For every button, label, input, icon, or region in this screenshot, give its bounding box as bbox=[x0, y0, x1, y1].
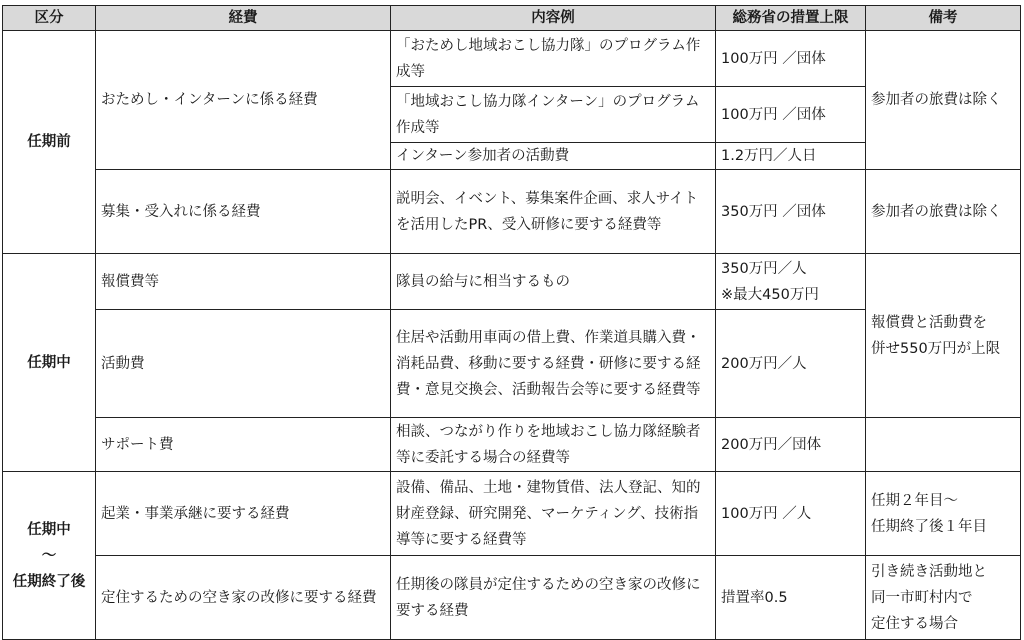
header-notes: 備考 bbox=[866, 6, 1021, 31]
example-cell: インターン参加者の活動費 bbox=[391, 143, 716, 170]
limit-cell: 200万円／人 bbox=[716, 310, 866, 418]
limit-cell: 100万円 ／人 bbox=[716, 472, 866, 556]
expense-cell: 定住するための空き家の改修に要する経費 bbox=[96, 556, 391, 640]
expense-table bbox=[2, 5, 1021, 640]
expense-cell: サポート費 bbox=[96, 418, 391, 472]
limit-cell: 350万円 ／団体 bbox=[716, 170, 866, 254]
limit-cell: 100万円 ／団体 bbox=[716, 87, 866, 143]
example-cell: 「地域おこし協力隊インターン」のプログラム作成等 bbox=[391, 87, 716, 143]
note-cell: 報償費と活動費を 併せ550万円が上限 bbox=[866, 254, 1021, 418]
expense-cell: 募集・受入れに係る経費 bbox=[96, 170, 391, 254]
note-cell: 参加者の旅費は除く bbox=[866, 31, 1021, 170]
note-cell: 引き続き活動地と 同一市町村内で 定住する場合 bbox=[866, 556, 1021, 640]
limit-cell: 200万円／団体 bbox=[716, 418, 866, 472]
header-examples: 内容例 bbox=[391, 6, 716, 31]
expense-cell: 起業・事業承継に要する経費 bbox=[96, 472, 391, 556]
example-cell: 設備、備品、土地・建物賃借、法人登記、知的財産登録、研究開発、マーケティング、技術指導等に要する経費等 bbox=[391, 472, 716, 556]
example-cell: 相談、つながり作りを地域おこし協力隊経験者等に委託する場合の経費等 bbox=[391, 418, 716, 472]
category-during: 任期中 bbox=[3, 254, 96, 472]
table-row bbox=[3, 31, 1021, 87]
example-cell: 任期後の隊員が定住するための空き家の改修に要する経費 bbox=[391, 556, 716, 640]
limit-cell: 100万円 ／団体 bbox=[716, 31, 866, 87]
table-row bbox=[3, 418, 1021, 472]
example-cell: 住居や活動用車両の借上費、作業道具購入費・消耗品費、移動に要する経費・研修に要する経費・意見交換会、活動報告会等に要する経費等 bbox=[391, 310, 716, 418]
note-cell: 参加者の旅費は除く bbox=[866, 170, 1021, 254]
expense-cell: 活動費 bbox=[96, 310, 391, 418]
limit-cell: 1.2万円／人日 bbox=[716, 143, 866, 170]
limit-cell: 350万円／人 ※最大450万円 bbox=[716, 254, 866, 310]
note-cell bbox=[866, 418, 1021, 472]
category-post: 任期中 ～ 任期終了後 bbox=[3, 472, 96, 640]
expense-cell: 報償費等 bbox=[96, 254, 391, 310]
limit-cell: 措置率0.5 bbox=[716, 556, 866, 640]
header-category: 区分 bbox=[3, 6, 96, 31]
example-cell: 説明会、イベント、募集案件企画、求人サイトを活用したPR、受入研修に要する経費等 bbox=[391, 170, 716, 254]
header-row bbox=[3, 6, 1021, 31]
header-expense: 経費 bbox=[96, 6, 391, 31]
table-row bbox=[3, 254, 1021, 310]
header-limit: 総務省の措置上限 bbox=[716, 6, 866, 31]
table-row bbox=[3, 170, 1021, 254]
category-pre: 任期前 bbox=[3, 31, 96, 254]
note-cell: 任期２年目～ 任期終了後１年目 bbox=[866, 472, 1021, 556]
table-row bbox=[3, 472, 1021, 556]
example-cell: 「おためし地域おこし協力隊」のプログラム作成等 bbox=[391, 31, 716, 87]
table-row bbox=[3, 556, 1021, 640]
expense-cell: おためし・インターンに係る経費 bbox=[96, 31, 391, 170]
example-cell: 隊員の給与に相当するもの bbox=[391, 254, 716, 310]
